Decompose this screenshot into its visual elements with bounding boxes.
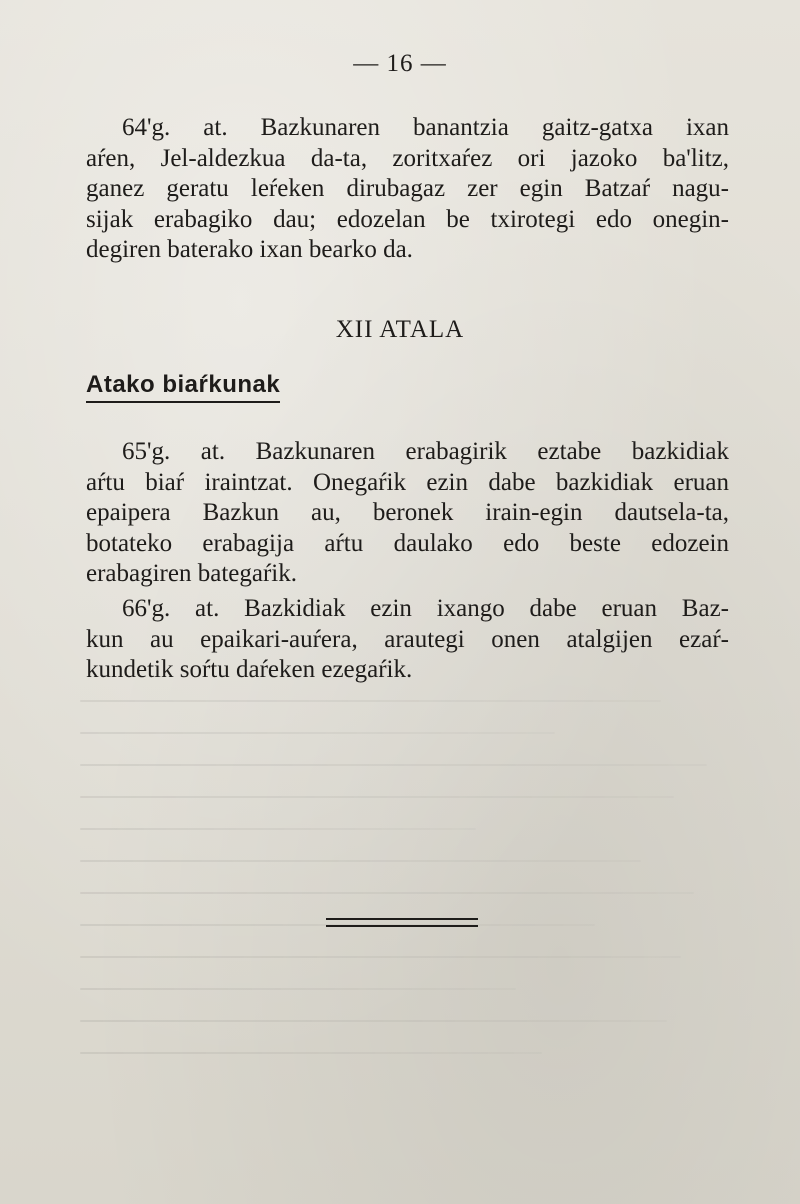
bleed-through-texture [80, 700, 740, 1144]
article-65-line: 65'g. at. Bazkunaren erabagirik eztabe bazkidiak [122, 438, 729, 465]
article-64-line: degiren baterako ixan bearko da. [86, 236, 413, 264]
article-64-line: aŕen, Jel-aldezkua da-ta, zoritxaŕez ori jazoko ba'litz, [86, 144, 729, 172]
page-number: — 16 — [353, 50, 447, 77]
article-66-line: kun au epaikari-auŕera, arautegi onen atalgijen ezaŕ- [86, 625, 729, 653]
article-66-line: kundetik soŕtu daŕeken ezegaŕik. [86, 656, 413, 684]
article-64-line: 64'g. at. Bazkunaren banantzia gaitz-gatxa ixan [122, 114, 729, 141]
article-64-line: ganez geratu leŕeken dirubagaz zer egin Batzaŕ nagu- [86, 175, 729, 203]
article-65-line: epaipera Bazkun au, beronek irain-egin dautsela-ta, [86, 499, 729, 527]
article-66 [86, 594, 729, 686]
article-65 [86, 437, 729, 590]
chapter-title: XII ATALA [335, 316, 465, 343]
section-heading: Atako biaŕkunak [86, 371, 280, 403]
article-65-line: botateko erabagija aŕtu daulako edo beste edozein [86, 529, 729, 557]
closing-rule-top [326, 918, 478, 920]
article-64 [86, 113, 729, 266]
article-65-line: aŕtu biaŕ iraintzat. Onegaŕik ezin dabe bazkidiak eruan [86, 468, 729, 496]
article-65-line: erabagiren bategaŕik. [86, 560, 297, 588]
article-66-line: 66'g. at. Bazkidiak ezin ixango dabe eruan Baz- [122, 595, 729, 622]
article-64-line: sijak erabagiko dau; edozelan be txirotegi edo onegin- [86, 205, 729, 233]
closing-rule-bottom [326, 925, 478, 927]
